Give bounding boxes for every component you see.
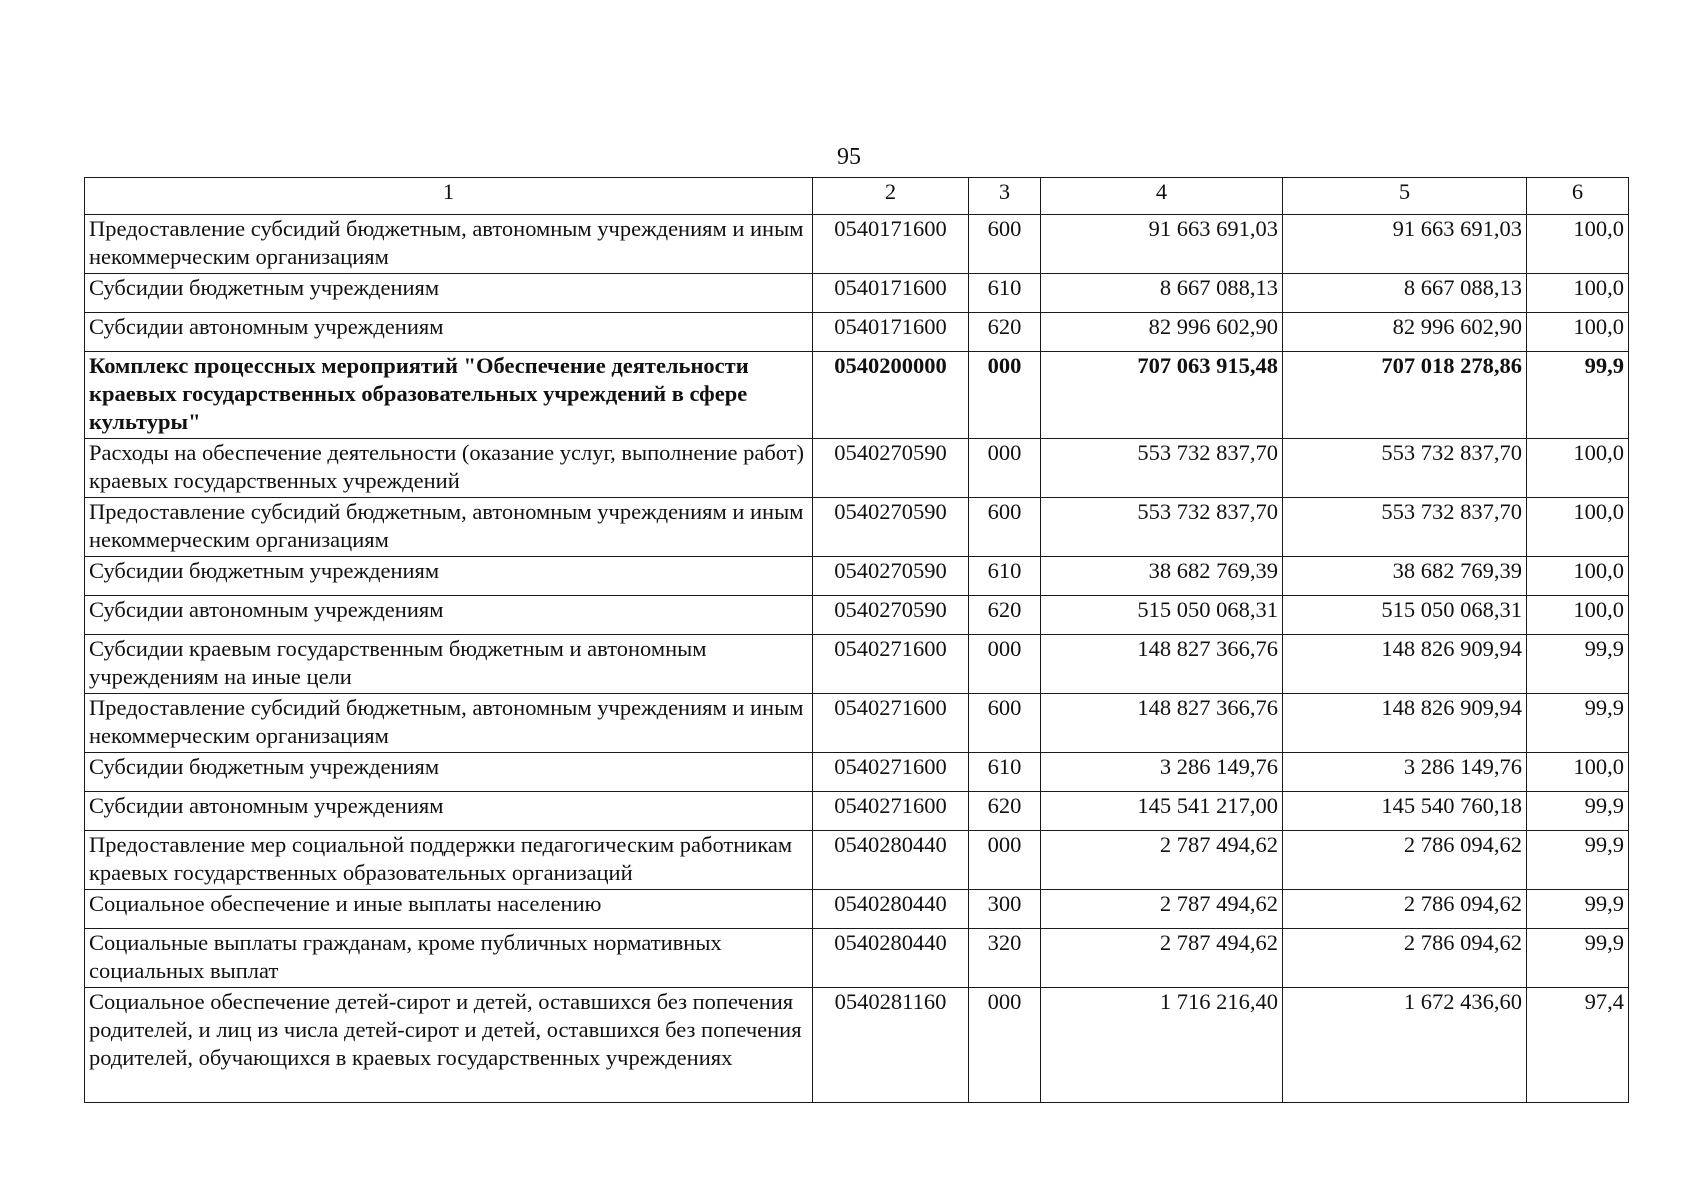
header-col-4: 4 bbox=[1041, 178, 1283, 215]
row-execution-percent: 100,0 bbox=[1527, 215, 1629, 274]
row-expense-type: 610 bbox=[969, 557, 1041, 596]
row-target-code: 0540270590 bbox=[813, 498, 969, 557]
row-execution-percent: 100,0 bbox=[1527, 439, 1629, 498]
row-target-code: 0540280440 bbox=[813, 831, 969, 890]
header-col-5: 5 bbox=[1283, 178, 1527, 215]
row-description: Предоставление мер социальной поддержки педагогическим работникам краевых государственных образовательных организаций bbox=[85, 831, 813, 890]
header-col-6: 6 bbox=[1527, 178, 1629, 215]
row-description: Субсидии бюджетным учреждениям bbox=[85, 557, 813, 596]
table-row bbox=[85, 929, 1629, 988]
row-execution-percent: 100,0 bbox=[1527, 498, 1629, 557]
row-target-code: 0540270590 bbox=[813, 557, 969, 596]
row-planned-amount: 38 682 769,39 bbox=[1041, 557, 1283, 596]
row-target-code: 0540281160 bbox=[813, 988, 969, 1103]
row-planned-amount: 553 732 837,70 bbox=[1041, 439, 1283, 498]
table-row bbox=[85, 831, 1629, 890]
row-planned-amount: 8 667 088,13 bbox=[1041, 274, 1283, 313]
row-target-code: 0540271600 bbox=[813, 635, 969, 694]
row-execution-percent: 100,0 bbox=[1527, 313, 1629, 352]
row-target-code: 0540270590 bbox=[813, 439, 969, 498]
row-expense-type: 610 bbox=[969, 753, 1041, 792]
row-description: Социальное обеспечение и иные выплаты населению bbox=[85, 890, 813, 929]
table-row bbox=[85, 557, 1629, 596]
table-row bbox=[85, 439, 1629, 498]
row-planned-amount: 2 787 494,62 bbox=[1041, 831, 1283, 890]
row-expense-type: 000 bbox=[969, 831, 1041, 890]
row-expense-type: 300 bbox=[969, 890, 1041, 929]
row-execution-percent: 100,0 bbox=[1527, 557, 1629, 596]
table-row bbox=[85, 792, 1629, 831]
table-row bbox=[85, 352, 1629, 439]
row-execution-percent: 99,9 bbox=[1527, 694, 1629, 753]
header-col-1: 1 bbox=[85, 178, 813, 215]
row-actual-amount: 515 050 068,31 bbox=[1283, 596, 1527, 635]
row-execution-percent: 99,9 bbox=[1527, 352, 1629, 439]
row-description: Субсидии бюджетным учреждениям bbox=[85, 274, 813, 313]
row-actual-amount: 38 682 769,39 bbox=[1283, 557, 1527, 596]
row-expense-type: 620 bbox=[969, 792, 1041, 831]
table-row bbox=[85, 215, 1629, 274]
column-number-header-row bbox=[85, 178, 1629, 215]
row-expense-type: 600 bbox=[969, 498, 1041, 557]
row-description: Комплекс процессных мероприятий "Обеспечение деятельности краевых государственных образовательных учреждений в сфере культуры" bbox=[85, 352, 813, 439]
table-row bbox=[85, 596, 1629, 635]
row-execution-percent: 100,0 bbox=[1527, 596, 1629, 635]
table-row bbox=[85, 313, 1629, 352]
row-actual-amount: 553 732 837,70 bbox=[1283, 439, 1527, 498]
row-target-code: 0540270590 bbox=[813, 596, 969, 635]
row-execution-percent: 99,9 bbox=[1527, 792, 1629, 831]
row-execution-percent: 99,9 bbox=[1527, 929, 1629, 988]
row-target-code: 0540271600 bbox=[813, 792, 969, 831]
row-actual-amount: 707 018 278,86 bbox=[1283, 352, 1527, 439]
row-actual-amount: 553 732 837,70 bbox=[1283, 498, 1527, 557]
row-execution-percent: 99,9 bbox=[1527, 831, 1629, 890]
row-actual-amount: 3 286 149,76 bbox=[1283, 753, 1527, 792]
table-row bbox=[85, 988, 1629, 1103]
row-execution-percent: 97,4 bbox=[1527, 988, 1629, 1103]
row-expense-type: 000 bbox=[969, 635, 1041, 694]
row-description: Расходы на обеспечение деятельности (оказание услуг, выполнение работ) краевых государственных учреждений bbox=[85, 439, 813, 498]
row-description: Субсидии автономным учреждениям bbox=[85, 792, 813, 831]
row-target-code: 0540171600 bbox=[813, 274, 969, 313]
page-number: 95 bbox=[837, 144, 861, 170]
row-expense-type: 600 bbox=[969, 215, 1041, 274]
row-target-code: 0540171600 bbox=[813, 215, 969, 274]
row-description: Субсидии краевым государственным бюджетным и автономным учреждениям на иные цели bbox=[85, 635, 813, 694]
row-expense-type: 620 bbox=[969, 596, 1041, 635]
row-target-code: 0540271600 bbox=[813, 753, 969, 792]
row-target-code: 0540271600 bbox=[813, 694, 969, 753]
row-execution-percent: 100,0 bbox=[1527, 753, 1629, 792]
table-row bbox=[85, 753, 1629, 792]
row-expense-type: 610 bbox=[969, 274, 1041, 313]
row-description: Предоставление субсидий бюджетным, автономным учреждениям и иным некоммерческим организациям bbox=[85, 694, 813, 753]
table-row bbox=[85, 890, 1629, 929]
row-planned-amount: 707 063 915,48 bbox=[1041, 352, 1283, 439]
row-planned-amount: 91 663 691,03 bbox=[1041, 215, 1283, 274]
row-actual-amount: 148 826 909,94 bbox=[1283, 694, 1527, 753]
table-row bbox=[85, 635, 1629, 694]
row-description: Социальные выплаты гражданам, кроме публичных нормативных социальных выплат bbox=[85, 929, 813, 988]
row-execution-percent: 99,9 bbox=[1527, 890, 1629, 929]
row-expense-type: 320 bbox=[969, 929, 1041, 988]
row-target-code: 0540171600 bbox=[813, 313, 969, 352]
budget-execution-table bbox=[84, 177, 1629, 1103]
row-planned-amount: 145 541 217,00 bbox=[1041, 792, 1283, 831]
row-actual-amount: 2 786 094,62 bbox=[1283, 929, 1527, 988]
row-actual-amount: 145 540 760,18 bbox=[1283, 792, 1527, 831]
row-expense-type: 000 bbox=[969, 352, 1041, 439]
row-description: Предоставление субсидий бюджетным, автономным учреждениям и иным некоммерческим организациям bbox=[85, 498, 813, 557]
row-target-code: 0540280440 bbox=[813, 929, 969, 988]
table-row bbox=[85, 498, 1629, 557]
row-description: Социальное обеспечение детей-сирот и детей, оставшихся без попечения родителей, и лиц из числа детей-сирот и детей, оставшихся без попечения родителей, обучающихся в краевых государственных учреждениях bbox=[85, 988, 813, 1103]
row-planned-amount: 1 716 216,40 bbox=[1041, 988, 1283, 1103]
row-planned-amount: 82 996 602,90 bbox=[1041, 313, 1283, 352]
row-execution-percent: 99,9 bbox=[1527, 635, 1629, 694]
header-col-2: 2 bbox=[813, 178, 969, 215]
row-actual-amount: 1 672 436,60 bbox=[1283, 988, 1527, 1103]
row-actual-amount: 82 996 602,90 bbox=[1283, 313, 1527, 352]
row-description: Субсидии автономным учреждениям bbox=[85, 596, 813, 635]
row-actual-amount: 2 786 094,62 bbox=[1283, 890, 1527, 929]
row-actual-amount: 91 663 691,03 bbox=[1283, 215, 1527, 274]
row-expense-type: 000 bbox=[969, 988, 1041, 1103]
row-execution-percent: 100,0 bbox=[1527, 274, 1629, 313]
row-expense-type: 000 bbox=[969, 439, 1041, 498]
row-planned-amount: 3 286 149,76 bbox=[1041, 753, 1283, 792]
row-planned-amount: 148 827 366,76 bbox=[1041, 635, 1283, 694]
row-planned-amount: 515 050 068,31 bbox=[1041, 596, 1283, 635]
row-planned-amount: 148 827 366,76 bbox=[1041, 694, 1283, 753]
row-target-code: 0540280440 bbox=[813, 890, 969, 929]
row-planned-amount: 553 732 837,70 bbox=[1041, 498, 1283, 557]
row-expense-type: 620 bbox=[969, 313, 1041, 352]
row-actual-amount: 2 786 094,62 bbox=[1283, 831, 1527, 890]
row-description: Субсидии бюджетным учреждениям bbox=[85, 753, 813, 792]
row-planned-amount: 2 787 494,62 bbox=[1041, 890, 1283, 929]
row-planned-amount: 2 787 494,62 bbox=[1041, 929, 1283, 988]
row-description: Предоставление субсидий бюджетным, автономным учреждениям и иным некоммерческим организациям bbox=[85, 215, 813, 274]
row-actual-amount: 8 667 088,13 bbox=[1283, 274, 1527, 313]
row-expense-type: 600 bbox=[969, 694, 1041, 753]
row-actual-amount: 148 826 909,94 bbox=[1283, 635, 1527, 694]
header-col-3: 3 bbox=[969, 178, 1041, 215]
row-target-code: 0540200000 bbox=[813, 352, 969, 439]
table-row bbox=[85, 274, 1629, 313]
table-row bbox=[85, 694, 1629, 753]
row-description: Субсидии автономным учреждениям bbox=[85, 313, 813, 352]
